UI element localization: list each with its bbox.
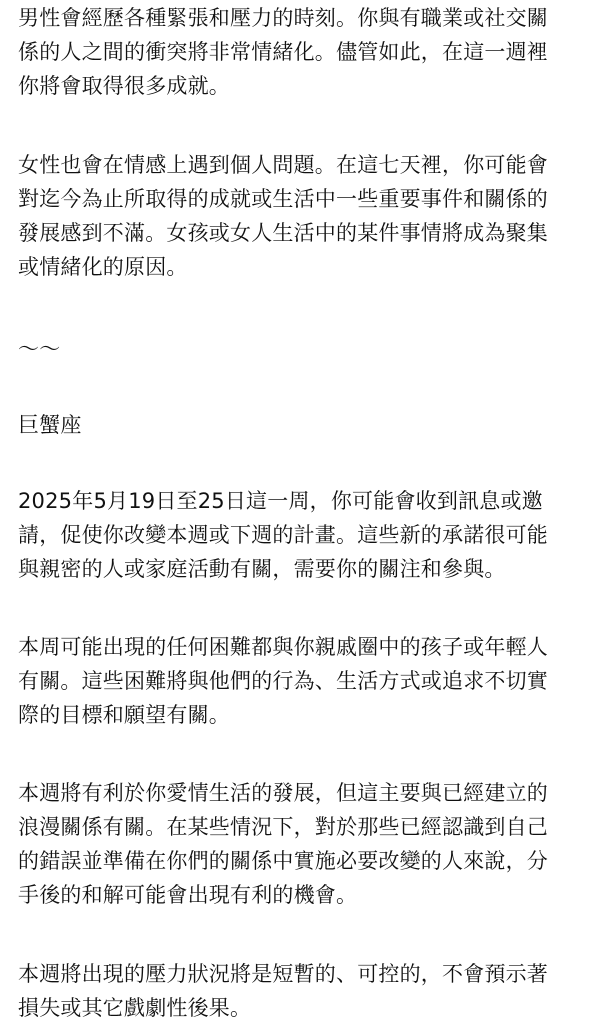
text-line: 損失或其它戲劇性後果。 [18, 996, 252, 1020]
text-line: 請，促使你改變本週或下週的計畫。這些新的承諾很可能 [18, 523, 548, 547]
text-line: 男性會經歷各種緊張和壓力的時刻。你與有職業或社交關 [18, 6, 548, 30]
heading-text: 巨蟹座 [18, 413, 82, 437]
paragraph-stress-situation [18, 957, 548, 1025]
text-line: 有關。這些困難將與他們的行為、生活方式或追求不切實 [18, 669, 548, 693]
text-line: 對迄今為止所取得的成就或生活中一些重要事件和關係的 [18, 187, 548, 211]
text-line: 本週將出現的壓力狀況將是短暫的、可控的，不會預示著 [18, 962, 548, 986]
text-line: 與親密的人或家庭活動有關，需要你的關注和參與。 [18, 557, 506, 581]
text-line: 本周可能出現的任何困難都與你親戚圈中的孩子或年輕人 [18, 635, 548, 659]
paragraph-female-emotion [18, 148, 548, 284]
paragraph-male-stress [18, 1, 548, 103]
text-line: 的錯誤並準備在你們的關係中實施必要改變的人來說，分 [18, 849, 548, 873]
text-line: 際的目標和願望有關。 [18, 703, 230, 727]
text-line: 係的人之間的衝突將非常情緒化。儘管如此，在這一週裡 [18, 40, 548, 64]
text-line: 你將會取得很多成就。 [18, 74, 230, 98]
paragraph-difficulties [18, 630, 548, 732]
paragraph-week-invitation [18, 484, 548, 586]
section-separator [18, 332, 60, 366]
text-line: 女性也會在情感上遇到個人問題。在這七天裡，你可能會 [18, 153, 548, 177]
text-line: 或情緒化的原因。 [18, 255, 188, 279]
text-line: 2025年5月19日至25日這一周，你可能會收到訊息或邀 [18, 489, 543, 513]
text-line: 手後的和解可能會出現有利的機會。 [18, 883, 358, 907]
paragraph-love-life [18, 776, 548, 912]
text-line: 發展感到不滿。女孩或女人生活中的某件事情將成為聚集 [18, 221, 548, 245]
section-heading-cancer [18, 408, 82, 442]
text-line: 本週將有利於你愛情生活的發展，但這主要與已經建立的 [18, 781, 548, 805]
text-line: 浪漫關係有關。在某些情況下，對於那些已經認識到自己 [18, 815, 548, 839]
separator-text: ～～ [18, 337, 61, 361]
